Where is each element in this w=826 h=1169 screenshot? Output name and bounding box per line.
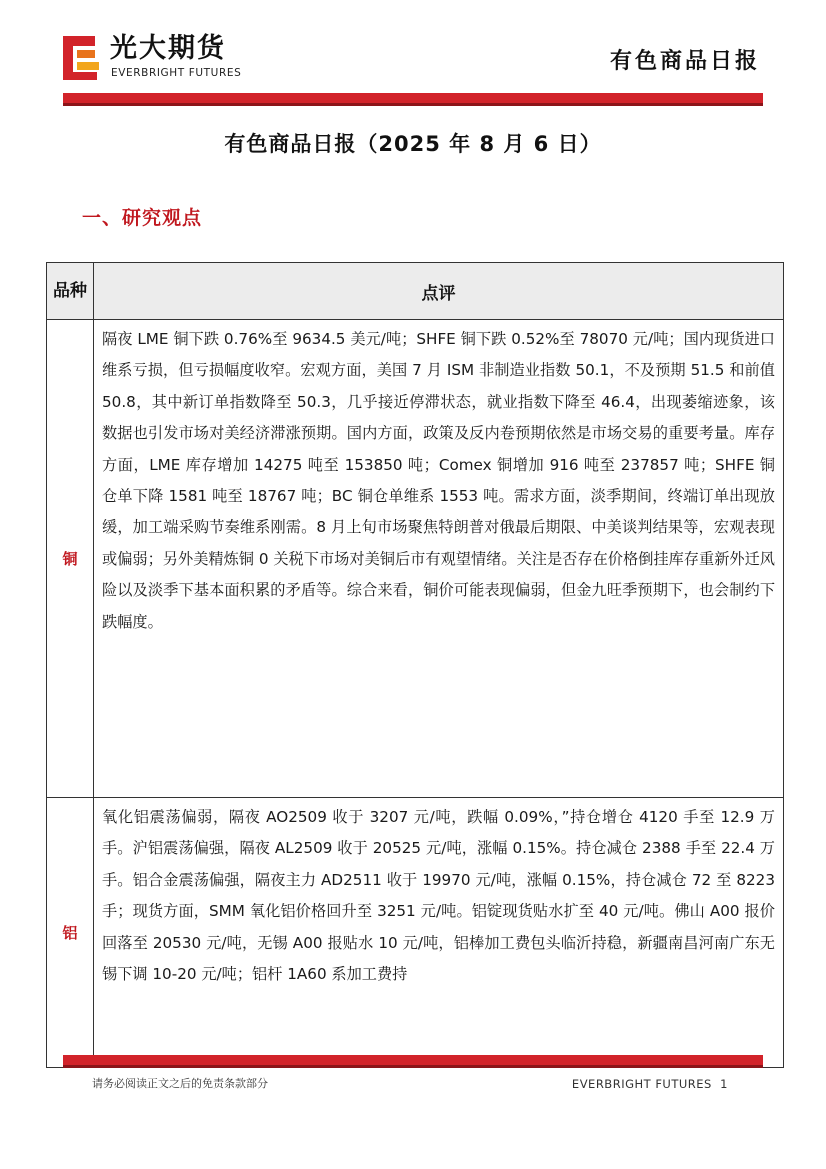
footer-divider [63, 1055, 763, 1065]
header-comment: 点评 [94, 263, 784, 320]
page-header [0, 0, 826, 110]
footer-company: EVERBRIGHT FUTURES [571, 1077, 712, 1091]
footer-company-page [572, 1077, 728, 1091]
everbright-logo-icon [63, 36, 99, 80]
footer-disclaimer: 请务必阅读正文之后的免责条款部分 [92, 1077, 268, 1090]
brand-name-cn: 光大期货 [110, 33, 226, 64]
section-heading: 一、研究观点 [82, 207, 203, 229]
table-row [47, 798, 784, 1068]
research-views-table [46, 262, 784, 1068]
comment-aluminum: 氧化铝震荡偏弱，隔夜 AO2509 收于 3207 元/吨，跌幅 0.09%，”持仓增仓 4120 手至 12.9 万手。沪铝震荡偏强，隔夜 AL2509 收于 20525 元/吨，涨幅 0.15%。持仓减仓 2388 手至 22.4 万手。铝合金震荡偏强，隔夜主力 AD2511 收于 19970 元/吨，涨幅 0.15%，持仓减仓 72 至 8223 手；现货方面，SMM 氧化铝价格回升至 3251 元/吨。铝锭现货贴水扩至 40 元/吨。佛山 A00 报价回落至 20530 元/吨，无锡 A00 报贴水 10 元/吨，铝棒加工费包头临沂持稳，新疆南昌河南广东无锡下调 10-20 元/吨；铝杆 1A60 系加工费持 [94, 798, 784, 1068]
page-number: 1 [720, 1077, 728, 1091]
header-report-name: 有色商品日报 [609, 49, 760, 74]
header-divider [63, 93, 763, 103]
variety-aluminum: 铝 [47, 798, 94, 1068]
header-variety: 品种 [47, 263, 94, 320]
table-header-row [47, 263, 784, 320]
document-title: 有色商品日报（2025 年 8 月 6 日） [224, 132, 602, 156]
brand-name-en: EVERBRIGHT FUTURES [111, 67, 242, 79]
comment-copper: 隔夜 LME 铜下跌 0.76%至 9634.5 美元/吨；SHFE 铜下跌 0.52%至 78070 元/吨；国内现货进口维系亏损，但亏损幅度收窄。宏观方面，美国 7 月 ISM 非制造业指数 50.1，不及预期 51.5 和前值 50.8，其中新订单指数降至 50.3，几乎接近停滞状态，就业指数下降至 46.4，出现萎缩迹象，该数据也引发市场对美经济滞涨预期。国内方面，政策及反内卷预期依然是市场交易的重要考量。库存方面，LME 库存增加 14275 吨至 153850 吨；Comex 铜增加 916 吨至 237857 吨；SHFE 铜仓单下降 1581 吨至 18767 吨；BC 铜仓单维系 1553 吨。需求方面，淡季期间，终端订单出现放缓，加工端采购节奏维系刚需。8 月上旬市场聚焦特朗普对俄最后期限、中美谈判结果等，宏观表现或偏弱；另外美精炼铜 0 关税下市场对美铜后市有观望情绪。关注是否存在价格倒挂库存重新外迁风险以及淡季下基本面积累的矛盾等。综合来看，铜价可能表现偏弱，但金九旺季预期下，也会制约下跌幅度。 [94, 320, 784, 798]
table-row [47, 320, 784, 798]
variety-copper: 铜 [47, 320, 94, 798]
